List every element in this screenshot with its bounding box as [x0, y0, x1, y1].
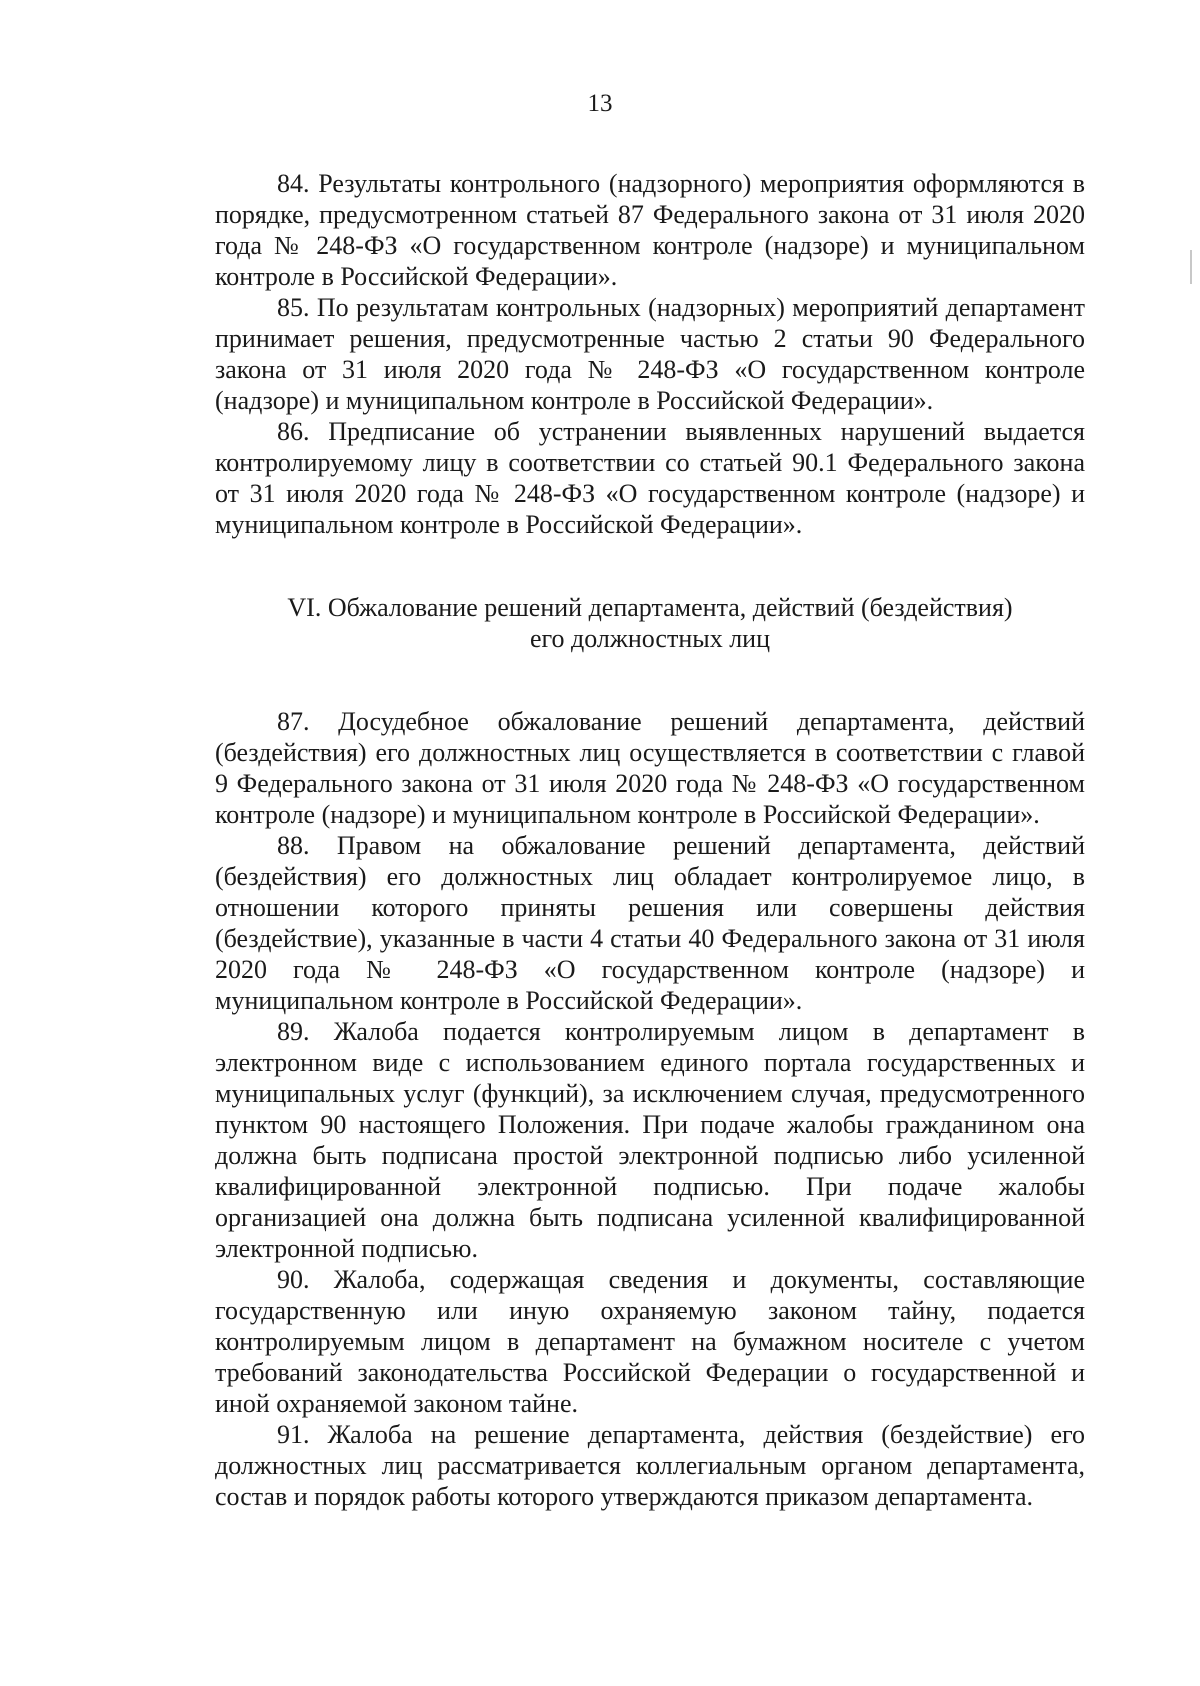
section-heading-line-1: VI. Обжалование решений департамента, действий (бездействия) [287, 593, 1013, 622]
paragraph-90: 90. Жалоба, содержащая сведения и документы, составляющие государственную или иную охраняемую законом тайну, подается контролируемым лицом в департамент на бумажном носителе с учетом требований законодательства Российской Федерации о государственной и иной охраняемой законом тайне. [215, 1265, 1085, 1418]
paragraph-89: 89. Жалоба подается контролируемым лицом в департамент в электронном виде с использованием единого портала государственных и муниципальных услуг (функций), за исключением случая, предусмотренного пунктом 90 настоящего Положения. При подаче жалобы гражданином она должна быть подписана простой электронной подписью либо усиленной квалифицированной электронной подписью. При подаче жалобы организацией она должна быть подписана усиленной квалифицированной электронной подписью. [215, 1017, 1085, 1263]
scan-edge-mark [1190, 250, 1192, 284]
paragraph-87: 87. Досудебное обжалование решений департамента, действий (бездействия) его должностных лиц осуществляется в соответствии с главой 9 Федерального закона от 31 июля 2020 года № 248-ФЗ «О государственном контроле (надзоре) и муниципальном контроле в Российской Федерации». [215, 707, 1085, 829]
paragraph-91: 91. Жалоба на решение департамента, действия (бездействие) его должностных лиц рассматривается коллегиальным органом департамента, состав и порядок работы которого утверждаются приказом департамента. [215, 1420, 1085, 1511]
document-body [215, 168, 1085, 1512]
paragraph-85: 85. По результатам контрольных (надзорных) мероприятий департамент принимает решения, предусмотренные частью 2 статьи 90 Федерального закона от 31 июля 2020 года № 248-ФЗ «О государственном контроле (надзоре) и муниципальном контроле в Российской Федерации». [215, 293, 1085, 415]
paragraph-86: 86. Предписание об устранении выявленных нарушений выдается контролируемому лицу в соответствии со статьей 90.1 Федерального закона от 31 июля 2020 года № 248-ФЗ «О государственном контроле (надзоре) и муниципальном контроле в Российской Федерации». [215, 417, 1085, 539]
section-heading [215, 592, 1085, 654]
paragraph-88: 88. Правом на обжалование решений департамента, действий (бездействия) его должностных лиц обладает контролируемое лицо, в отношении которого приняты решения или совершены действия (бездействие), указанные в части 4 статьи 40 Федерального закона от 31 июля 2020 года № 248-ФЗ «О государственном контроле (надзоре) и муниципальном контроле в Российской Федерации». [215, 831, 1085, 1015]
paragraph-84: 84. Результаты контрольного (надзорного) мероприятия оформляются в порядке, предусмотренном статьей 87 Федерального закона от 31 июля 2020 года № 248-ФЗ «О государственном контроле (надзоре) и муниципальном контроле в Российской Федерации». [215, 169, 1085, 291]
section-heading-line-2: его должностных лиц [529, 624, 771, 653]
page-number: 13 [587, 90, 613, 117]
